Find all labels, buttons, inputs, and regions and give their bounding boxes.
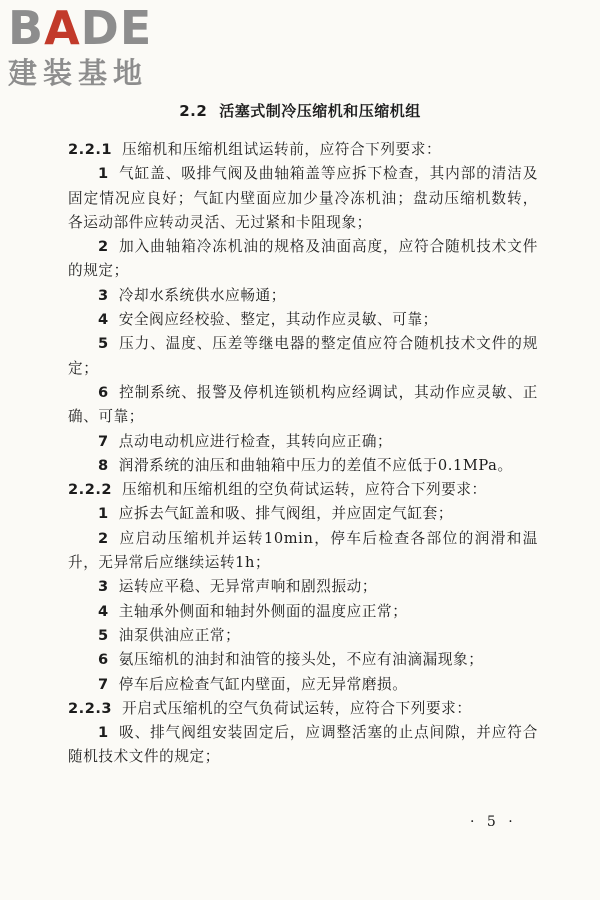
- list-item: [68, 648, 538, 672]
- item-number: 7: [98, 675, 109, 693]
- item-text: 运转应平稳、无异常声响和剧烈振动；: [118, 578, 378, 596]
- list-item: [68, 381, 538, 430]
- item-number: 2: [98, 238, 109, 256]
- item-text: 冷却水系统供水应畅通；: [118, 286, 286, 304]
- list-item: [68, 575, 538, 599]
- logo-letter-a: A: [44, 1, 81, 55]
- item-text: 控制系统、报警及停机连锁机构应经调试，其动作应灵敏、正确、可靠；: [68, 383, 538, 426]
- item-text: 气缸盖、吸排气阀及曲轴箱盖等应拆下检查，其内部的清洁及固定情况应良好；气缸内壁面应加少量冷冻机油；盘动压缩机数转，各运动部件应转动灵活、无过紧和卡阻现象；: [68, 165, 538, 231]
- logo: [8, 2, 183, 94]
- item-number: 6: [98, 651, 109, 669]
- list-item: [68, 430, 538, 454]
- clause-2-2-1: [68, 138, 538, 162]
- page-number: · 5 ·: [470, 814, 517, 830]
- item-text: 氨压缩机的油封和油管的接头处，不应有油滴漏现象；: [118, 651, 484, 669]
- list-item: [68, 284, 538, 308]
- section-number: 2.2: [179, 102, 208, 120]
- list-item: [68, 502, 538, 526]
- list-item: [68, 527, 538, 576]
- item-text: 应拆去气缸盖和吸、排气阀组，并应固定气缸套；: [118, 505, 454, 523]
- clause-number: 2.2.3: [68, 699, 113, 717]
- section-title: [0, 101, 600, 121]
- section-title-text: 活塞式制冷压缩机和压缩机组: [219, 102, 421, 120]
- clause-2-2-3: [68, 697, 538, 721]
- clause-text: 开启式压缩机的空气负荷试运转，应符合下列要求：: [122, 699, 472, 717]
- item-text: 应启动压缩机并运转10min，停车后检查各部位的润滑和温升，无异常后应继续运转1h；: [68, 529, 538, 572]
- item-number: 1: [98, 724, 109, 742]
- logo-letters-de: DE: [80, 1, 153, 55]
- item-number: 4: [98, 311, 109, 329]
- list-item: [68, 308, 538, 332]
- item-number: 1: [98, 165, 109, 183]
- item-text: 加入曲轴箱冷冻机油的规格及油面高度，应符合随机技术文件的规定；: [68, 238, 538, 280]
- item-number: 2: [98, 529, 109, 547]
- list-item: [68, 673, 538, 697]
- item-number: 8: [98, 456, 109, 474]
- item-text: 点动电动机应进行检查，其转向应正确；: [118, 432, 393, 450]
- item-text: 油泵供油应正常；: [118, 626, 241, 644]
- item-text: 安全阀应经校验、整定，其动作应灵敏、可靠；: [118, 311, 438, 329]
- clause-2-2-2: [68, 478, 538, 502]
- item-number: 1: [98, 505, 109, 523]
- item-text: 吸、排气阀组安装固定后，应调整活塞的止点间隙，并应符合随机技术文件的规定；: [68, 724, 538, 766]
- clause-number: 2.2.2: [68, 481, 113, 499]
- list-item: [68, 454, 538, 478]
- item-number: 6: [98, 383, 109, 401]
- list-item: [68, 721, 538, 770]
- item-number: 3: [98, 286, 109, 304]
- item-text: 主轴承外侧面和轴封外侧面的温度应正常；: [118, 602, 408, 620]
- item-text: 停车后应检查气缸内壁面，应无异常磨损。: [118, 675, 408, 693]
- item-number: 4: [98, 602, 109, 620]
- item-number: 3: [98, 578, 109, 596]
- list-item: [68, 624, 538, 648]
- clause-text: 压缩机和压缩机组的空负荷试运转，应符合下列要求：: [122, 481, 487, 499]
- clause-text: 压缩机和压缩机组试运转前，应符合下列要求：: [122, 141, 442, 158]
- list-item: [68, 235, 538, 284]
- item-number: 5: [98, 626, 109, 644]
- logo-subtitle: 建装基地: [8, 56, 149, 90]
- list-item: [68, 600, 538, 624]
- item-number: 5: [98, 335, 109, 353]
- clause-number: 2.2.1: [68, 141, 113, 158]
- item-number: 7: [98, 432, 109, 450]
- list-item: [68, 162, 538, 235]
- item-text: 润滑系统的油压和曲轴箱中压力的差值不应低于0.1MPa。: [118, 456, 513, 474]
- logo-letter-b: B: [8, 1, 45, 55]
- list-item: [68, 332, 538, 381]
- item-text: 压力、温度、压差等继电器的整定值应符合随机技术文件的规定；: [68, 335, 538, 377]
- document-body: [68, 138, 538, 770]
- logo-wordmark: [8, 2, 183, 54]
